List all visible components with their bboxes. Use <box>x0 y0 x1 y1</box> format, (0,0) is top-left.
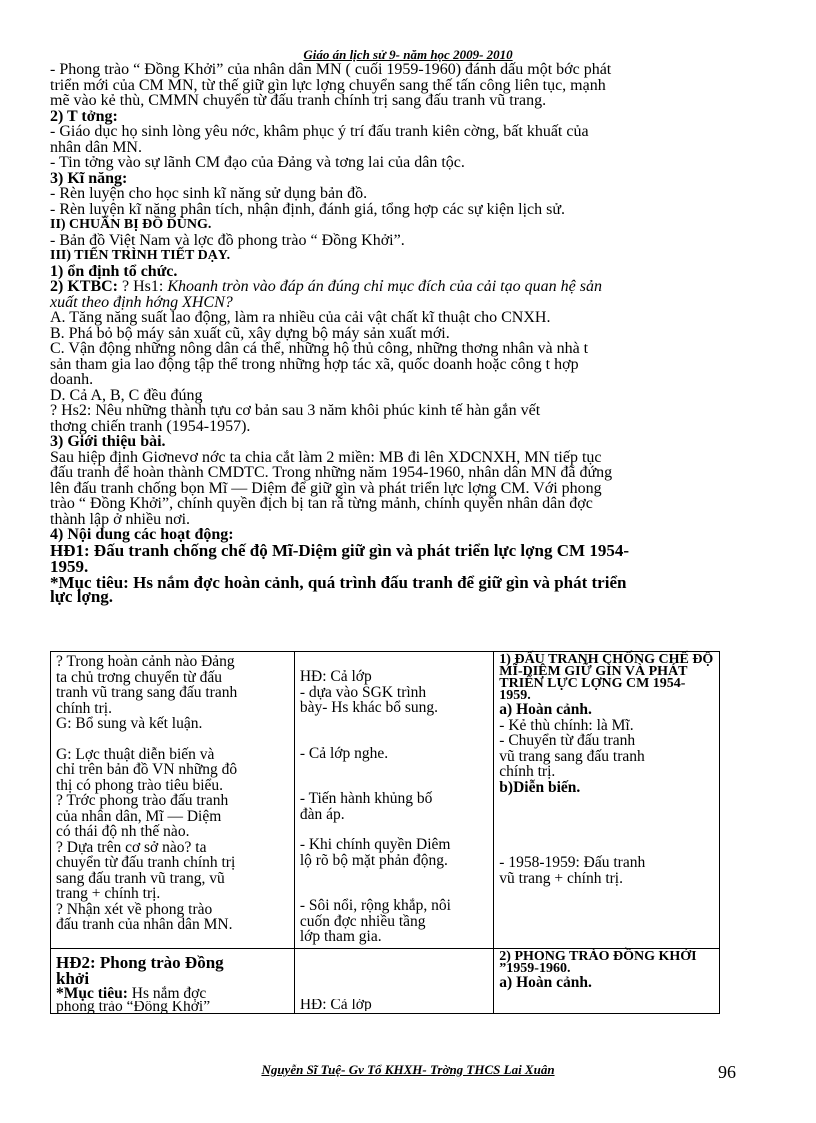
student-line: - Tiến hành khủng bố <box>299 790 433 807</box>
content-line: - Chuyển từ đấu tranh <box>499 732 636 749</box>
teacher-line: ? Nhận xét về phong trào <box>56 900 213 918</box>
student-activity-cell <box>294 652 493 949</box>
step2-q-prefix: ? Hs1: <box>118 278 168 295</box>
hd2-objective <box>56 986 290 1002</box>
hd1-objective-cont: lực lợng. <box>50 586 114 606</box>
student-line: - Cả lớp nghe. <box>299 744 389 762</box>
step4-title: 4) Nội dung các hoạt động: <box>50 526 234 543</box>
intro-lesson-line: trào “ Đồng Khởi”, chính quyền địch bị tan rã từng mảnh, chính quyền nhân dân đợc <box>50 495 593 512</box>
intro-lesson-line: đấu tranh để hoàn thành CMDTC. Trong những năm 1954-1960, nhân dân MN đã đứng <box>50 464 613 481</box>
content-heading: 1) ĐẤU TRANH CHỐNG CHẾ ĐỘ MĨ-DIỆM GIỮ GÌN VÀ PHÁT TRIỂN LỰC LỢNG CM 1954-1959. <box>499 652 714 703</box>
teacher-line: ta chủ trơng chuyển từ đấu <box>56 668 222 686</box>
spacer <box>300 761 489 776</box>
content-line: - Kẻ thù chính: là Mĩ. <box>499 716 634 734</box>
table-row <box>51 652 720 949</box>
section-materials-title: II) CHUẨN BỊ ĐỒ DÙNG. <box>50 217 212 232</box>
content-heading: 2) PHONG TRÀO ĐỒNG KHỞI ”1959-1960. <box>499 948 697 976</box>
teacher-line: thị có phong trào tiêu biểu. <box>56 776 224 794</box>
intro-lesson-line: thành lập ở nhiều nơi. <box>50 510 191 528</box>
page-header: Giáo án lịch sử 9- năm học 2009- 2010 <box>303 47 513 62</box>
spacer <box>300 776 489 791</box>
skills-line: - Rèn luyện cho học sinh kĩ năng sử dụng bản đồ. <box>50 185 368 202</box>
answer-line: ? Hs2: Nêu những thành tựu cơ bản sau 3 năm khôi phúc kinh tế hàn gắn vết <box>50 402 541 419</box>
intro-line: - Phong trào “ Đồng Khởi” của nhân dân MN ( cuối 1959-1960) đánh dấu một bớc phát <box>50 61 612 78</box>
intro-lesson-line: Sau hiệp định Giơnevơ nớc ta chia cắt làm 2 miền: MB đi lên XDCNXH, MN tiếp tục <box>50 448 602 466</box>
intro-lesson-line: lên đấu tranh chống bọn Mĩ — Diệm để giữ gìn và phát triển lực lợng CM. Với phong <box>50 479 602 497</box>
answer-line: thơng chiến tranh (1954-1957). <box>50 417 251 435</box>
content-cell <box>494 948 720 1014</box>
spacer <box>499 795 715 810</box>
spacer <box>499 810 715 825</box>
student-line: bày- Hs khác bổ sung. <box>299 699 438 716</box>
spacer <box>499 825 715 840</box>
teacher-activity-cell <box>51 652 295 949</box>
student-line: HĐ: Cả lớp <box>299 668 372 685</box>
intro-line: mẽ vào kẻ thù, CMMN chuyển từ đấu tranh chính trị sang đấu tranh vũ trang. <box>50 92 547 109</box>
teacher-activity-cell <box>51 948 295 1014</box>
hd2-title: HĐ2: Phong trào Đồng <box>56 952 224 972</box>
spacer <box>300 822 489 837</box>
section-attitude-title: 2) T tởng: <box>50 107 118 125</box>
teacher-line: có thái độ nh thế nào. <box>56 823 190 840</box>
content-line: vũ trang + chính trị. <box>499 869 623 887</box>
section-skills-title: 3) Kĩ năng: <box>50 169 128 187</box>
step2-q-text: Khoanh tròn vào đáp án đúng chỉ mục đích của cải tạo quan hệ sản <box>167 278 602 295</box>
page-number: 96 <box>718 1062 736 1082</box>
step2-label: 2) KTBC: <box>50 278 118 295</box>
content-subheading: a) Hoàn cảnh. <box>499 973 592 991</box>
student-line: đàn áp. <box>299 805 345 823</box>
student-line: - Khi chính quyền Diêm <box>299 836 451 853</box>
student-line: lớp tham gia. <box>299 928 382 945</box>
page-footer: Nguyễn Sĩ Tuệ- Gv Tổ KHXH- Trờng THCS Lai Xuân <box>261 1062 555 1077</box>
step2-question <box>50 279 738 295</box>
attitude-line: nhân dân MN. <box>50 138 142 156</box>
attitude-line: - Tin tởng vào sự lãnh CM đạo của Đảng và tơng lai của dân tộc. <box>50 154 465 171</box>
student-line: - Sôi nổi, rộng khắp, nôi <box>299 897 451 914</box>
content-cell <box>494 652 720 949</box>
hd2-objective-text: Hs nắm đợc <box>127 984 207 1002</box>
hd2-objective-label: *Mục tiêu: <box>56 984 128 1002</box>
spacer <box>300 883 489 898</box>
spacer <box>300 716 489 731</box>
spacer <box>300 731 489 746</box>
table-row <box>51 948 720 1014</box>
student-line: - dựa vào SGK trình <box>299 683 427 701</box>
teacher-line: ? Trớc phong trào đấu tranh <box>56 792 229 809</box>
content-subheading: a) Hoàn cảnh. <box>499 701 592 718</box>
intro-line: triển mới của CM MN, từ thế giữ gìn lực lợng chuyển sang thế tấn công liên tục, mạnh <box>50 76 606 94</box>
teacher-line: G: Bổ sung và kết luận. <box>56 715 203 732</box>
answer-line: B. Phá bỏ bộ máy sản xuất cũ, xây dựng bộ máy sản xuất mới. <box>50 324 450 342</box>
teacher-line: chuyển từ đấu tranh chính trị <box>56 854 236 871</box>
step2-q-text2: xuất theo định hớng XHCN? <box>50 293 233 311</box>
hd2-title-cont: khởi <box>56 968 90 988</box>
lesson-body <box>50 61 738 606</box>
content-line: - 1958-1959: Đấu tranh <box>499 854 646 871</box>
student-line: lộ rõ bộ mặt phản động. <box>299 851 448 869</box>
attitude-line: - Giáo dục họ sinh lòng yêu nớc, khâm phục ý trí đấu tranh kiên cờng, bất khuất của <box>50 123 589 140</box>
content-line: vũ trang sang đấu tranh <box>499 747 645 765</box>
teacher-line: chính trị. <box>56 699 112 717</box>
teacher-line: ? Dựa trên cơ sở nào? ta <box>56 838 207 856</box>
teacher-line: chỉ trên bản đồ VN những đô <box>56 761 238 778</box>
spacer <box>56 732 290 747</box>
materials-line: - Bản đồ Việt Nam và lợc đồ phong trào “ Đồng Khởi”. <box>50 231 405 249</box>
hd1-objective: *Mục tiêu: Hs nắm đợc hoàn cảnh, quá trình đấu tranh để giữ gìn và phát triển <box>50 572 627 592</box>
answer-line: sản tham gia lao động tập thể trong những hợp tác xã, quốc doanh hoặc công t hợp <box>50 355 579 373</box>
teacher-line: của nhân dân, Mĩ — Diệm <box>56 807 222 825</box>
spacer <box>300 654 489 669</box>
student-activity-cell <box>294 948 493 1014</box>
hd1-title: HĐ1: Đấu tranh chống chế độ Mĩ-Diệm giữ gìn và phát triển lực lợng CM 1954- <box>50 540 629 560</box>
content-line: chính trị. <box>499 763 556 780</box>
answer-line: doanh. <box>50 371 94 388</box>
content-subheading: b)Diễn biến. <box>499 778 581 796</box>
spacer <box>56 933 290 948</box>
spacer <box>499 840 715 855</box>
skills-line: - Rèn luyện kĩ năng phân tích, nhận định, đánh giá, tổng hợp các sự kiện lịch sử. <box>50 200 566 218</box>
teacher-line: ? Trong hoàn cảnh nào Đảng <box>56 653 235 670</box>
answer-line: A. Tăng năng suất lao động, làm ra nhiều của cải vật chất kĩ thuật cho CNXH. <box>50 309 551 326</box>
teacher-line: đấu tranh của nhân dân MN. <box>56 916 233 933</box>
teacher-line: trang + chính trị. <box>56 885 161 902</box>
teacher-line: sang đấu tranh vũ trang, vũ <box>56 869 225 887</box>
spacer <box>300 868 489 883</box>
teacher-line: tranh vũ trang sang đấu tranh <box>56 684 238 701</box>
student-line: cuốn đợc nhiều tầng <box>299 912 426 930</box>
section-procedure-title: III) TIẾN TRÌNH TIẾT DẠY. <box>50 248 231 263</box>
hd1-title-cont: 1959. <box>50 556 89 576</box>
activity-table <box>50 651 720 1014</box>
step3-title: 3) Giới thiệu bài. <box>50 433 166 450</box>
teacher-line: G: Lợc thuật diễn biến và <box>56 745 215 763</box>
answer-line: D. Cả A, B, C đều đúng <box>50 386 203 404</box>
hd2-objective-line: phong trào “Đồng Khởi” <box>56 1001 211 1013</box>
step1-title: 1) ổn định tổ chức. <box>50 262 178 280</box>
student-line: HĐ: Cả lớp <box>299 998 372 1011</box>
answer-line: C. Vận động những nông dân cá thể, những hộ thủ công, những thơng nhân và nhà t <box>50 340 589 357</box>
